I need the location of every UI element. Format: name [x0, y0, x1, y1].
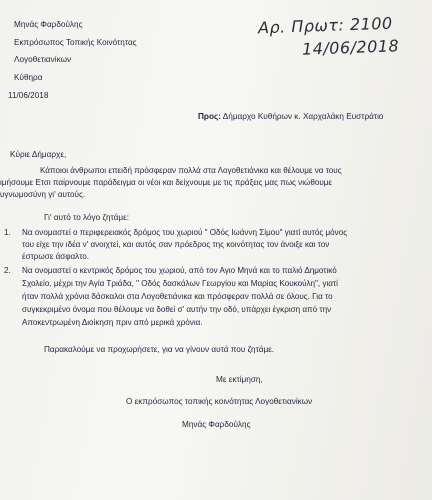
item-2-line-2: Σχολείο, μέχρι την Αγία Τριάδα, " Οδός δασκάλων Γεωργίου και Μαρίας Κουκούλη", γιατί: [22, 279, 338, 288]
item-2-line-4: συγκεκριμένο όνομα που θέλουμε να δοθεί σ' αυτήν την οδό, υπάρχει έγκριση από την: [22, 305, 332, 314]
item-1-line-1: Να ονομαστεί ο περιφερειακός δρόμος του χωριού " Οδός Ιωάννη Σίμου" γιατί αυτός μόνος: [22, 228, 348, 237]
item-2-line-3: ήταν πολλά χρόνια δάσκαλοι στα Λογοθετιάνικα και πρόσφεραν πολλά σε όλους. Για το: [22, 292, 333, 301]
item-2-number: 2.: [4, 266, 11, 275]
letter-date: 11/06/2018: [8, 91, 49, 100]
sender-community: Λογοθετιανίκων: [14, 55, 72, 64]
sender-role: Εκπρόσωπος Τοπικής Κοινότητας: [14, 38, 137, 47]
intro-line-1: Κάποιοι άνθρωποι επειδή πρόσφεραν πολλά στα Λογοθετιάνικα και θέλουμε να τους: [40, 166, 342, 175]
sender-name: Μηνάς Φαρδούλης: [14, 20, 83, 29]
signature-role: Ο εκπρόσωπος τοπικής κοινότητας Λογοθετιανίκων: [126, 397, 313, 406]
item-2-line-5: Αποκεντρωμένη Διοίκηση πριν από μερικά χρόνια.: [22, 318, 203, 327]
item-1-line-3: έστρωσε άσφαλτο.: [22, 252, 90, 261]
regards: Με εκτίμηση,: [216, 375, 263, 384]
recipient-label: Προς:: [198, 112, 221, 121]
item-1-number: 1.: [4, 228, 11, 237]
recipient-name: Δήμαρχο Κυθήρων κ. Χαρχαλάκη Ευστράτιο: [222, 112, 384, 121]
protocol-date-handwritten: 14/06/2018: [301, 36, 400, 59]
sender-place: Κύθηρα: [14, 73, 43, 82]
intro-line-2: ιμήσουμε Ετσι παίρνουμε παράδειγμα οι νέοι και δείχνουμε με τις πράξεις μας πως νιώθουμε: [0, 178, 333, 187]
item-2-line-1: Να ονομαστεί ο κεντρικός δρόμος του χωριού, από τον Αγιο Μηνά και το παλιό Δημοτικό: [22, 266, 337, 275]
signature-name: Μηνάς Φαρδούλης: [182, 420, 251, 429]
item-1-line-2: του είχε την ιδέα ν' ανοιχτεί, και αυτός σαν πρόεδρος της κοινότητας τον άνοιξε και τον: [22, 240, 330, 249]
closing-request: Παρακαλούμε να προχωρήσετε, για να γίνουν αυτά που ζητάμε.: [44, 345, 275, 354]
intro-line-3: υγνωμοσύνη γι' αυτούς.: [0, 190, 86, 199]
protocol-number-handwritten: Αρ. Πρωτ: 2100: [257, 13, 393, 38]
request-intro: Γι' αυτό το λόγο ζητάμε:: [44, 213, 129, 222]
recipient-line: [198, 112, 383, 123]
salutation: Κύριε Δήμαρχε,: [10, 150, 67, 159]
